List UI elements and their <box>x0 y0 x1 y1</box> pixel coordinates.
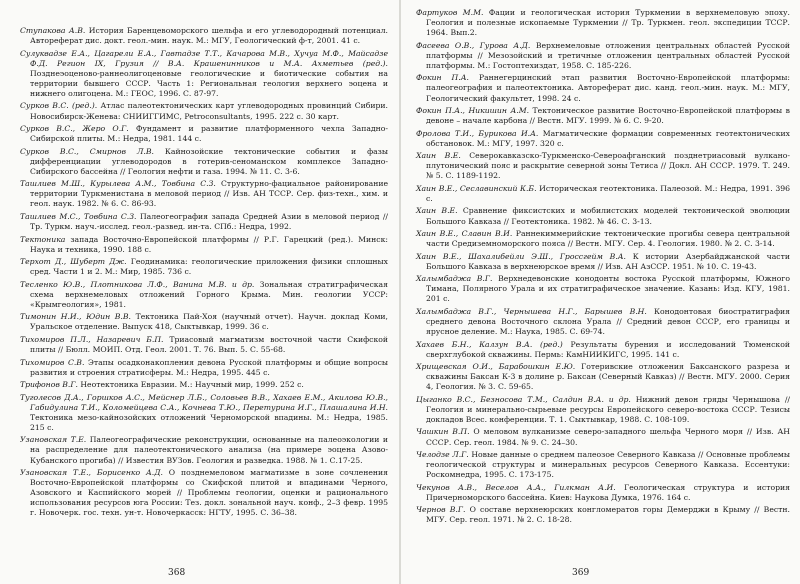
bibliography-entry: Халымбаджа В.Г. Верхнедевонские конодонты востока Русской платформы, Южного Тимана, Полярного Урала и их стратиграфическое значение. Казань: Изд. КГУ, 1981. 201 с. <box>416 274 790 304</box>
page-number: 369 <box>572 568 590 578</box>
bibliography-entry: Ступакова А.В. История Баренцевоморского шельфа и его углеводородный потенциал. Автореферат дис. докт. геол.-мин. наук. М.: МГУ, Геологический ф-т, 2001. 41 с. <box>20 26 388 46</box>
right-bibliography-list <box>416 8 790 525</box>
bibliography-entry: Челодзе Л.Г. Новые данные о среднем палеозое Северного Кавказа // Основные проблемы геологической структуры и минеральных ресурсов Северного Кавказа. Ессентуки: Роскомнедра, 1995. С. 173-175. <box>416 450 790 480</box>
bibliography-entry: Ташлиев М.Ш., Курылева А.М., Товбина С.З. Структурно-фациальное районирование территории Туркменистана в меловой период // Изв. АН ТССР. Сер. физ-техн., хим. и геол. наук. 1982. № 6. С. 86-93. <box>20 179 388 209</box>
bibliography-entry: Халымбаджа В.Г., Чернышева Н.Г., Барышев В.Н. Конодонтовая биостратиграфия среднего девона Восточного склона Урала // Средний девон СССР, его границы и ярусное деление. М.: Наука, 1985. С. 69-74. <box>416 306 790 337</box>
bibliography-entry: Чашкин В.П. О меловом вулканизме северо-западного шельфа Черного моря // Изв. АН СССР. Сер. геол. 1984. № 9. С. 24–30. <box>416 427 790 447</box>
bibliography-entry: Фокин П.А. Раннегерцинский этап развития Восточно-Европейской платформы: палеогеография и палеотектоника. Автореферат дис. канд. геол.-мин. наук. М.: МГУ, Геологический факультет, 1998. 24 с. <box>416 73 790 103</box>
bibliography-entry: Тектоника запада Восточно-Европейской платформы // Р.Г. Гарецкий (ред.). Минск: Наука и техника, 1990. 188 с. <box>20 234 388 254</box>
bibliography-entry: Чернов В.Г. О составе верхнеюрских конгломератов горы Демерджи в Крыму // Вестн. МГУ. Сер. геол. 1971. № 2. С. 18-28. <box>416 505 790 525</box>
bibliography-entry: Фасеева О.В., Гурова А.Д. Верхнемеловые отложения центральных областей Русской платформы // Мезозойский и третичные отложения центральных областей Русской платформы. М.: Гостоптехиздат, 1958. С. 185-226. <box>416 40 790 70</box>
bibliography-entry: Тимонин Н.И., Юдин В.В. Тектоника Пай-Хоя (научный отчет). Научн. доклад Коми, Уральское отделение. Выпуск 418, Сыктывкар, 1999. 36 с. <box>20 312 388 332</box>
bibliography-entry: Хахаев Б.Н., Калзун В.А. (ред.) Результаты бурения и исследований Тюменской сверхглубокой скважины. Пермь: КамНИИКИГС, 1995. 141 с. <box>416 339 790 359</box>
bibliography-entry: Хаин В.Е. Сравнение фиксистских и мобилистских моделей тектонической эволюции Большого Кавказа // Геотектоника. 1982. № 46. С. 3-13. <box>416 206 790 226</box>
bibliography-entry: Фокин П.А., Никишин А.М. Тектоническое развитие Восточно-Европейской платформы в девоне – начале карбона // Вестн. МГУ. 1999. № 6. С. 9-20. <box>416 106 790 126</box>
bibliography-entry: Сурков В.С. (ред.). Атлас палеотектонических карт углеводородных провинций Сибири. Новосибирск-Женева: СНИИГГИМС, Petroconsultants, 1995. 222 с. 30 карт. <box>20 101 388 121</box>
bibliography-entry: Хаин В.Е., Сеславинский К.Б. Историческая геотектоника. Палеозой. М.: Недра, 1991. 396 с. <box>416 183 790 203</box>
page-number: 368 <box>168 568 186 578</box>
right-page <box>400 0 800 584</box>
bibliography-entry: Тихомиров П.Л., Назаревич Б.П. Триасовый магматизм восточной части Скифской плиты // Бюлл. МОИП. Отд. Геол. 2001. Т. 76. Вып. 5. С. 55-68. <box>20 334 389 355</box>
bibliography-entry: Сулуквадзе Е.А., Цагарели Е.А., Гавтадзе Т.Т., Качарова М.В., Хучуа М.Ф., Майсадзе Ф.Д. Регион IX, Грузия // В.А. Крашенинников и М.А. Ахметьев (ред.). Позднеэоценово-раннеолигоценовые геологические и биотические события на территории бывшего СССР. Часть 1: Региональная геология верхнего эоцена и нижнего олигоцена. М.: ГЕОС, 1996. С. 87-97. <box>20 48 388 98</box>
bibliography-entry: Ташлиев М.С., Товбина С.З. Палеогеография запада Средней Азии в меловой период // Тр. Туркм. науч.-исслед. геол.-развед. ин-та. СПб.: Недра, 1992. <box>20 211 389 232</box>
bibliography-entry: Трифонов В.Г. Неотектоника Евразии. М.: Научный мир, 1999. 252 с. <box>20 380 304 390</box>
bibliography-entry: Хаин В.Е., Славин В.И. Раннекиммерийские тектонические прогибы севера центральной части Средиземноморского пояса // Вестн. МГУ. Сер. 4. Геология. 1980. № 2. С. 3-14. <box>416 229 790 249</box>
bibliography-entry: Чекунов А.В., Веселов А.А., Гилкман А.И. Геологическая структура и история Причерноморского бассейна. Киев: Наукова Думка, 1976. 164 с. <box>416 482 791 502</box>
book-gutter <box>399 0 401 584</box>
bibliography-entry: Хаин В.Е. Северокавказско-Туркменско-Североафганский позднетриасовый вулкано-плутонический пояс и раскрытие северной зоны Тетиса // Докл. АН СССР. 1979. Т. 249. № 5. С. 1189-1192. <box>416 151 790 181</box>
bibliography-entry: Терхот Д., Шуберт Дж. Геодинамика: геологические приложения физики сплошных сред. Части 1 и 2. М.: Мир, 1985. 736 с. <box>20 257 388 277</box>
bibliography-entry: Туголесов Д.А., Горшков А.С., Мейснер Л.Б., Соловьев В.В., Хахаев Е.М., Акилова Ю.В., Габидулина Т.И., Коломейцева С.А., Кочнева Т.Ю., Перетурина И.Г., Плашалина И.Н. Тектоника мезо-кайнозойских отложений Черноморской впадины. М.: Недра, 1985. 215 с. <box>20 392 388 432</box>
bibliography-entry: Фартуков М.М. Фации и геологическая история Туркмении в верхнемеловую эпоху. Геология и полезные ископаемые Туркмении // Тр. Туркмен. геол. экспедиции ТССР. 1964. Вып.2. <box>416 8 790 38</box>
bibliography-entry: Хаин В.Е., Шахалибейли Э.Ш., Гроссгейм В.А. К истории Азербайджанской части Большого Кавказа в верхнеюрское время // Изв. АН АзССР. 1951. № 10. С. 19-43. <box>416 251 790 271</box>
bibliography-entry: Тихомиров С.В. Этапы осадконакопления девона Русской платформы и общие вопросы развития и строения стратисферы. М.: Недра, 1995. 445 с. <box>20 357 388 377</box>
bibliography-entry: Тесленко Ю.В., Плотникова Л.Ф., Ванина М.В. и др. Зональная стратиграфическая схема верхнемеловых отложений Горного Крыма. Мин. геологии УССР: «Крымгеология», 1981. <box>20 279 388 309</box>
bibliography-entry: Хрищевская О.И., Барабошкин Е.Ю. Готеривские отложения Баксанского разреза и скважины Баксан К-3 в долине р. Баксан (Северный Кавказ) // Вестн. МГУ. 2000. Серия 4, Геология. № 3. С. 59-65. <box>416 362 790 392</box>
bibliography-entry: Фролова Т.И., Бурикова И.А. Магматические формации современных геотектонических обстановок. М.: МГУ, 1997. 320 с. <box>416 128 790 148</box>
left-bibliography-list <box>20 26 388 518</box>
bibliography-entry: Узановская Т.Е. Палеогеографические реконструкции, основанные на палеоэкологии и на распределение для палеотектонического анализа (на примере эоцена Азово-Кубанского прогиба) // Известия ВУЗов. Геология и разведка. 1988. № 1. С.17-25. <box>20 435 388 465</box>
bibliography-entry: Цыганко В.С., Безносова Т.М., Салдин В.А. и др. Нижний девон гряды Чернышова // Геология и минерально-сырьевые ресурсы Европейского северо-востока СССР. Тезисы докладов Всес. конференции. Т. 1. Сыктывкар, 1988. С. 108-109. <box>416 394 790 424</box>
bibliography-entry: Сурков В.С., Жеро О.Г. Фундамент и развитие платформенного чехла Западно-Сибирской плиты. М.: Недра, 1981. 144 с. <box>20 124 388 144</box>
bibliography-entry: Узановская Т.Е., Борисенко А.Д. О позднемеловом магматизме в зоне сочленения Восточно-Европейской платформы со Скифской плитой и впадинами Черного, Азовского и Каспийского морей // Проблемы геологии, оценки и рационального использования ресурсов юга России: Тез. докл. зональной науч. конф., 2–3 февр. 1995 г. Новочерк. гос. техн. ун-т. Новочеркасск: НГТУ, 1995. С. 36–38. <box>20 468 388 518</box>
bibliography-entry: Сурков В.С., Смирнов Л.В. Кайнозойские тектонические события и фазы дифференциации углеводородов в готерив-сеноманском комплексе Западно-Сибирского бассейна // Геология нефти и газа. 1994. № 11. С. 3-6. <box>20 146 388 176</box>
